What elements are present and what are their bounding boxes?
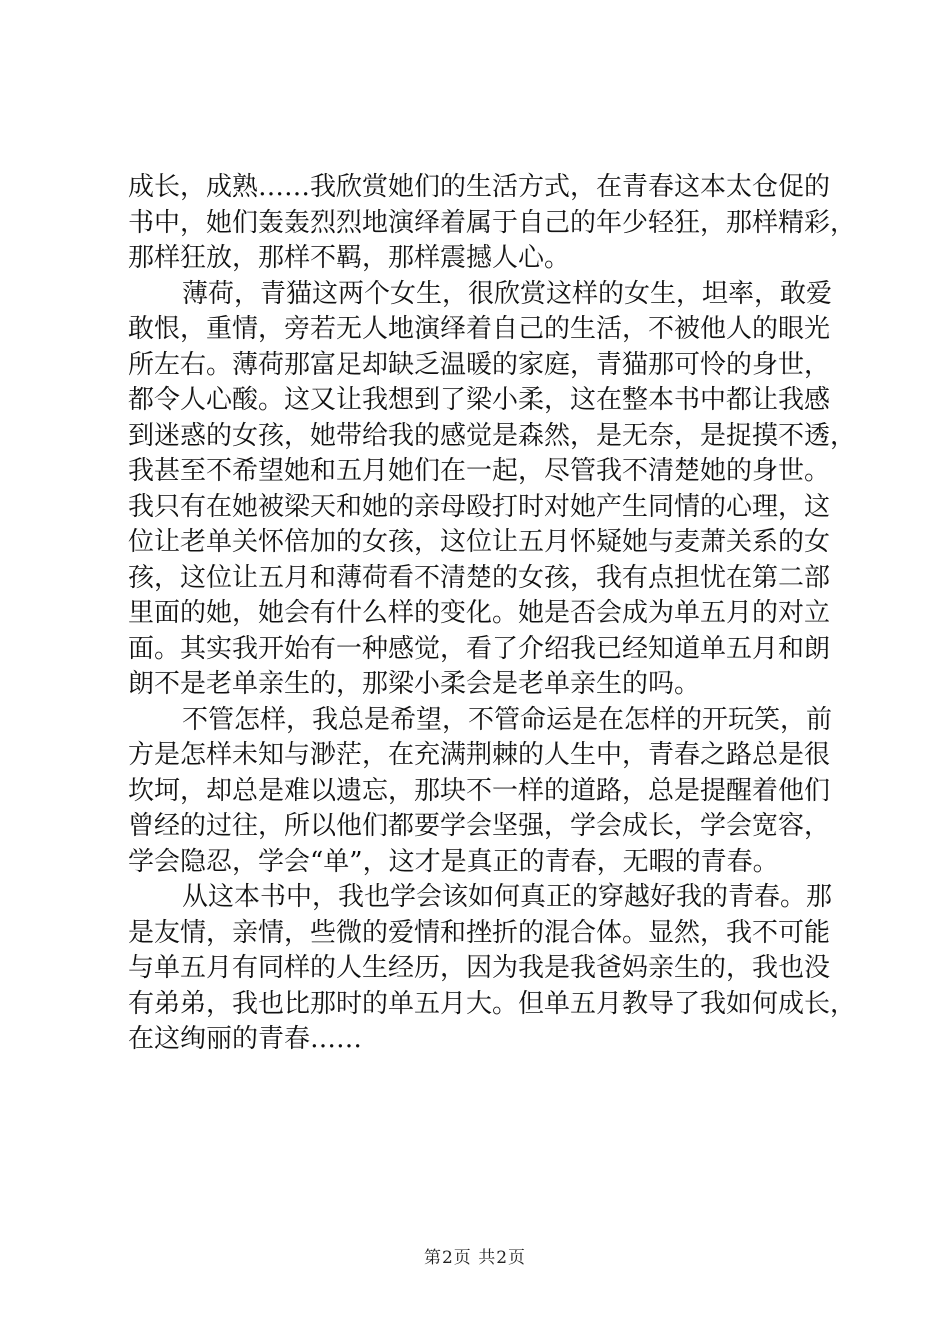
document-body (128, 170, 857, 1058)
text-line: 书中，她们轰轰烈烈地演绎着属于自己的年少轻狂，那样精彩， (128, 207, 857, 238)
text-line: 那样狂放，那样不羁，那样震撼人心。 (128, 243, 571, 273)
text-line: 学会隐忍，学会“单”，这才是真正的青春，无暇的青春。 (128, 846, 779, 877)
text-line: 我只有在她被梁天和她的亲母殴打时对她产生同情的心理，这 (128, 491, 831, 522)
text-line: 不管怎样，我总是希望，不管命运是在怎样的开玩笑，前 (182, 704, 833, 735)
text-line: 里面的她，她会有什么样的变化。她是否会成为单五月的对立 (128, 598, 831, 628)
text-line: 位让老单关怀倍加的女孩，这位让五月怀疑她与麦萧关系的女 (128, 527, 831, 557)
text-line: 有弟弟，我也比那时的单五月大。但单五月教导了我如何成长， (128, 988, 857, 1019)
text-line: 方是怎样未知与渺茫，在充满荆棘的人生中，青春之路总是很 (128, 740, 831, 770)
text-line: 薄荷，青猫这两个女生，很欣赏这样的女生，坦率，敢爱 (182, 278, 833, 309)
text-line: 所左右。薄荷那富足却缺乏温暖的家庭，青猫那可怜的身世， (128, 349, 831, 380)
text-line: 是友情，亲情，些微的爱情和挫折的混合体。显然，我不可能 (128, 917, 831, 948)
text-line: 在这绚丽的青春…… (128, 1024, 363, 1054)
text-line: 成长，成熟……我欣赏她们的生活方式，在青春这本太仓促的 (128, 172, 831, 202)
text-line: 坎坷，却总是难以遗忘，那块不一样的道路，总是提醒着他们 (128, 775, 831, 806)
text-line: 都令人心酸。这又让我想到了梁小柔，这在整本书中都让我感 (128, 385, 831, 415)
text-line: 我甚至不希望她和五月她们在一起，尽管我不清楚她的身世。 (128, 456, 831, 486)
text-line: 面。其实我开始有一种感觉，看了介绍我已经知道单五月和朗 (128, 633, 831, 664)
text-line: 到迷惑的女孩，她带给我的感觉是森然，是无奈，是捉摸不透， (128, 420, 857, 451)
text-line: 与单五月有同样的人生经历，因为我是我爸妈亲生的，我也没 (128, 953, 831, 983)
text-line: 敢恨，重情，旁若无人地演绎着自己的生活，不被他人的眼光 (128, 314, 831, 344)
text-line: 朗不是老单亲生的，那梁小柔会是老单亲生的吗。 (128, 669, 701, 699)
text-line: 曾经的过往，所以他们都要学会坚强，学会成长，学会宽容， (128, 811, 831, 841)
text-line: 从这本书中，我也学会该如何真正的穿越好我的青春。那 (182, 882, 833, 912)
text-line: 孩，这位让五月和薄荷看不清楚的女孩，我有点担忧在第二部 (128, 562, 831, 593)
page-footer: 第2页 共2页 (423, 1248, 527, 1268)
